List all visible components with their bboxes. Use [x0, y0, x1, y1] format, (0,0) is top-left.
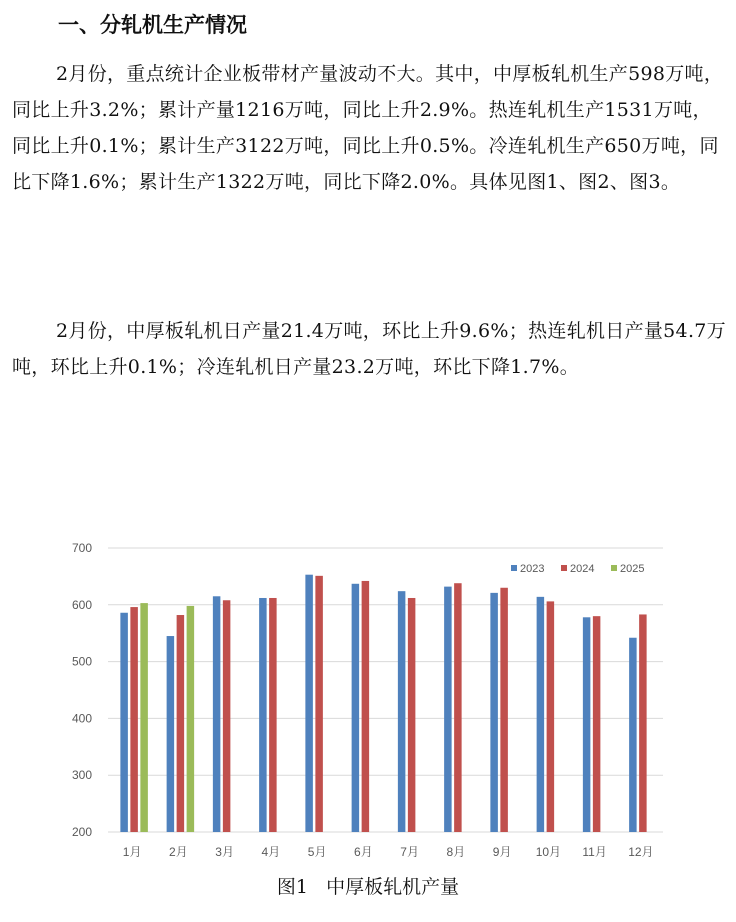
figure-1-chart	[60, 536, 670, 872]
bar-2024	[639, 614, 647, 832]
bar-2023	[120, 613, 128, 832]
bar-2023	[490, 593, 498, 832]
paragraph-production-summary: 2月份，重点统计企业板带材产量波动不大。其中，中厚板轧机生产598万吨，同比上升3.2%；累计产量1216万吨，同比上升2.9%。热连轧机生产1531万吨，同比上升0.1%；累计生产3122万吨，同比上升0.5%。冷连轧机生产650万吨，同比下降1.6%；累计生产1322万吨，同比下降2.0%。具体见图1、图2、图3。	[12, 63, 724, 193]
y-tick-label: 300	[71, 768, 92, 783]
y-tick-label: 600	[71, 597, 92, 612]
bar-2023	[213, 596, 221, 832]
y-tick-label: 200	[71, 825, 92, 839]
bar-2025	[187, 606, 195, 832]
x-tick-label: 10月	[535, 845, 562, 859]
x-tick-label: 5月	[307, 845, 327, 859]
x-tick-label: 12月	[628, 845, 654, 859]
bar-2024	[593, 616, 601, 832]
bar-2023	[352, 584, 360, 832]
legend-label-2025: 2025	[620, 563, 645, 575]
y-tick-label: 400	[71, 711, 92, 726]
bar-2024	[500, 588, 508, 832]
legend-swatch-2025	[611, 565, 617, 571]
bar-2023	[305, 575, 313, 832]
figure-number: 图1	[276, 876, 309, 898]
x-tick-label: 7月	[400, 845, 419, 859]
legend-label-2024: 2024	[570, 563, 595, 575]
x-tick-label: 11月	[582, 845, 607, 859]
bar-2024	[454, 583, 462, 832]
bar-2023	[398, 591, 406, 832]
bar-2024	[177, 615, 185, 832]
figure-title: 中厚板轧机产量	[326, 876, 460, 898]
bar-2023	[537, 597, 545, 832]
x-tick-label: 9月	[492, 845, 512, 859]
bar-2024	[130, 607, 138, 832]
x-tick-label: 1月	[122, 845, 142, 859]
bar-2023	[583, 617, 591, 832]
bar-2024	[223, 600, 231, 832]
bar-2024	[362, 581, 370, 832]
y-tick-label: 500	[71, 654, 92, 669]
legend-label-2023: 2023	[520, 563, 545, 575]
x-tick-label: 8月	[446, 845, 466, 859]
bar-2024	[408, 598, 416, 832]
x-tick-label: 6月	[354, 845, 373, 859]
bar-2025	[140, 603, 148, 832]
bar-2024	[269, 598, 277, 832]
bar-2023	[444, 587, 452, 832]
x-tick-label: 3月	[215, 845, 234, 859]
legend-swatch-2024	[561, 565, 567, 571]
bar-2023	[167, 636, 175, 832]
y-tick-label: 700	[71, 541, 92, 555]
bar-2024	[315, 576, 323, 832]
legend-swatch-2023	[511, 565, 517, 571]
paragraph-daily-output: 2月份，中厚板轧机日产量21.4万吨，环比上升9.6%；热连轧机日产量54.7万吨，环比上升0.1%；冷连轧机日产量23.2万吨，环比下降1.7%。	[12, 320, 726, 378]
x-tick-label: 2月	[169, 845, 188, 859]
bar-chart	[60, 536, 670, 872]
x-tick-label: 4月	[261, 845, 281, 859]
section-heading: 一、分轧机生产情况	[58, 13, 247, 37]
bar-2023	[629, 638, 637, 832]
figure-caption	[0, 873, 736, 901]
bar-2024	[547, 601, 555, 832]
bar-2023	[259, 598, 267, 832]
